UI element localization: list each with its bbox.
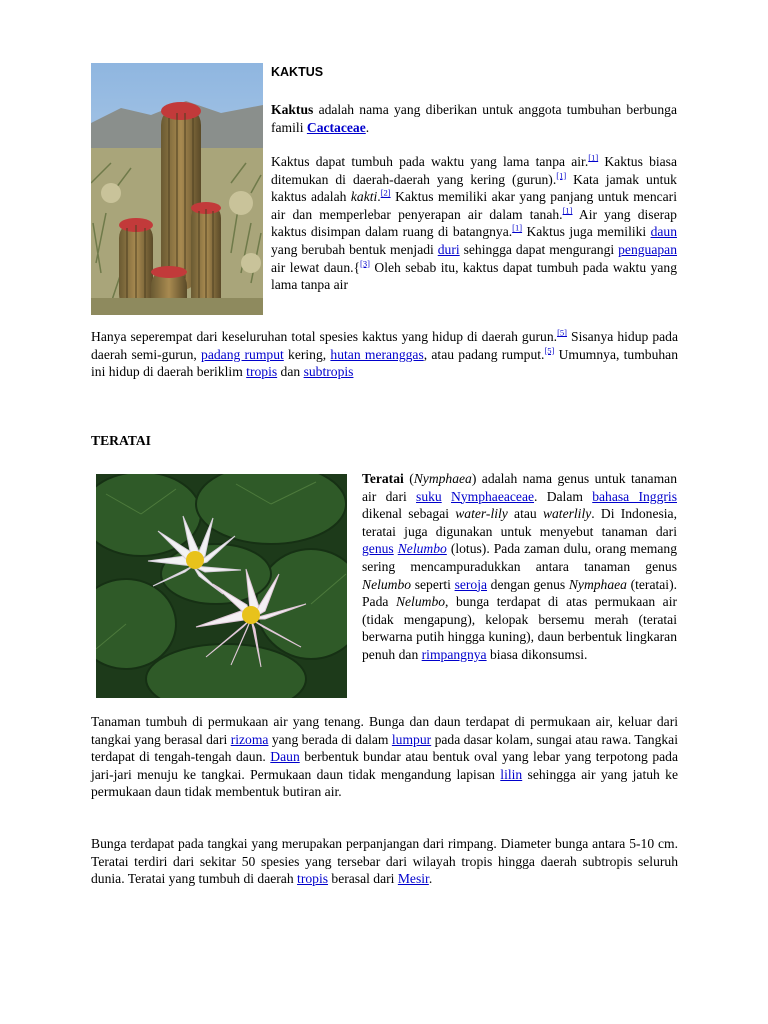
text: Kaktus dapat tumbuh pada waktu yang lama tanpa air.	[271, 154, 589, 169]
italic-text: waterlily	[542, 506, 592, 522]
ref-link[interactable]: [1]	[556, 170, 567, 181]
italic-text: Nymphaea	[413, 471, 472, 486]
text: sehingga air yang jatuh ke permukaan daun tidak membentuk butiran air.	[91, 766, 678, 800]
text: .	[428, 871, 433, 887]
link-cactaceae[interactable]: Cactaceae	[306, 119, 366, 135]
text: seperti	[411, 576, 455, 592]
link-subtropis[interactable]: subtropis	[303, 364, 354, 380]
link-rizoma[interactable]: rizoma	[230, 731, 269, 747]
text: . Dalam	[534, 488, 593, 504]
ref-link[interactable]: [5]	[544, 345, 555, 356]
link-mesir[interactable]: Mesir	[397, 871, 429, 887]
text: Umumnya, tumbuhan ini hidup di daerah beriklim	[91, 346, 678, 380]
text: (lotus). Pada zaman dulu, orang memang sering mencampuradukkan antara tanaman genus	[362, 541, 677, 574]
text: berasal dari	[328, 871, 398, 887]
text: Sisanya hidup pada daerah semi-gurun,	[91, 329, 679, 362]
text: Hanya seperempat dari keseluruhan total spesies kaktus yang hidup di daerah gurun.	[91, 329, 558, 344]
link-padang-rumput[interactable]: padang rumput	[201, 346, 284, 362]
link-seroja[interactable]: seroja	[454, 576, 488, 592]
text: (teratai). Pada	[362, 576, 678, 610]
text: Kata jamak untuk kaktus adalah	[271, 171, 677, 205]
text	[442, 489, 451, 504]
text: Oleh sebab itu, kaktus dapat tumbuh pada waktu yang lama tanpa air	[271, 259, 678, 293]
kaktus-paragraph-2	[271, 153, 677, 294]
italic-text: Nelumbo	[395, 594, 446, 610]
text: dikenal sebagai	[362, 506, 456, 522]
text: Kaktus juga memiliki	[522, 224, 651, 240]
text: Kaktus memiliki akar yang panjang untuk mencari air dan memperlebar penyerapan air dalam tanah.	[271, 189, 677, 222]
link-tropis[interactable]: tropis	[246, 364, 278, 380]
link-daun[interactable]: Daun	[270, 749, 300, 765]
cactus-image	[91, 63, 263, 315]
text: dengan genus	[487, 576, 569, 592]
ref-link[interactable]: [2]	[380, 187, 391, 198]
link-bahasa-inggris[interactable]: bahasa Inggris	[592, 488, 677, 504]
text: kering,	[283, 346, 331, 362]
teratai-bold-term: Teratai	[362, 471, 404, 486]
text: . Di Indonesia, teratai juga digunakan untuk menyebut tanaman dari	[362, 506, 677, 539]
cactus-photo-icon	[91, 63, 263, 315]
link-rimpangnya[interactable]: rimpangnya	[421, 646, 487, 662]
ref-link[interactable]: [1]	[512, 222, 523, 233]
italic-text: water-lily	[455, 506, 508, 522]
link-lumpur[interactable]: lumpur	[391, 731, 432, 747]
text: dan	[277, 364, 304, 380]
teratai-paragraph-2	[91, 713, 678, 801]
text: Bunga terdapat pada tangkai yang merupakan perpanjangan dari rimpang. Diameter bunga antara 5-10 cm. Teratai terdiri dari sekitar 50 spesies yang tersebar dari wilayah tropis hingga daerah subtropis seluruh dunia. Teratai yang tumbuh di daerah	[91, 836, 678, 887]
kaktus-paragraph-3	[91, 328, 678, 381]
link-tropis[interactable]: tropis	[297, 871, 329, 887]
text: sehingga dapat mengurangi	[459, 241, 619, 257]
link-daun[interactable]: daun	[650, 224, 677, 240]
text: berbentuk bundar atau bentuk oval yang lebar yang terpotong pada jari-jari menuju ke tangkai. Permukaan daun tidak mengandung lapisan	[91, 749, 678, 782]
teratai-paragraph-1	[362, 470, 677, 664]
text: atau	[507, 506, 543, 522]
italic-text: kakti	[350, 189, 378, 205]
kaktus-title: KAKTUS	[271, 65, 324, 79]
italic-text: Nelumbo	[362, 576, 412, 592]
link-nymphaeaceae[interactable]: Nymphaeaceae	[451, 488, 535, 504]
ref-link[interactable]: [1]	[562, 205, 573, 216]
text: .	[377, 189, 381, 205]
link-penguapan[interactable]: penguapan	[618, 241, 677, 257]
text: (	[403, 471, 414, 486]
text: Kaktus biasa ditemukan di daerah-daerah yang kering (gurun).	[271, 154, 677, 187]
teratai-paragraph-3	[91, 835, 678, 888]
link-hutan-meranggas[interactable]: hutan meranggas	[330, 346, 424, 362]
link-genus[interactable]: genus	[362, 541, 394, 557]
ref-link[interactable]: [3]	[360, 258, 370, 269]
text: ) adalah nama genus untuk tanaman air dari	[362, 471, 677, 504]
text: , bunga terdapat di atas permukaan air (tidak mengapung), kelopak bersemu merah (teratai berwarna putih hingga kuning), daun berbentuk lingkaran penuh dan	[362, 594, 678, 662]
link-duri[interactable]: duri	[437, 241, 460, 257]
text: adalah nama yang diberikan untuk anggota tumbuhan berbunga famili	[271, 102, 677, 135]
water-lily-image	[96, 474, 347, 698]
link-lilin[interactable]: lilin	[500, 766, 523, 782]
text: yang berubah bentuk menjadi	[271, 241, 438, 257]
italic-text: Nymphaea	[568, 576, 627, 592]
text: , atau padang rumput.	[423, 346, 545, 362]
text: yang berada di dalam	[268, 731, 392, 747]
link-nelumbo[interactable]: Nelumbo	[397, 541, 447, 557]
ref-link[interactable]: [1]	[588, 152, 599, 163]
water-lily-photo-icon	[96, 474, 347, 698]
ref-link[interactable]: [5]	[557, 327, 567, 338]
kaktus-bold-term: Kaktus	[271, 102, 314, 117]
teratai-title: TERATAI	[91, 433, 151, 448]
text: .	[365, 119, 370, 135]
text: pada dasar kolam, sungai atau rawa. Tangkai terdapat di tengah-tengah daun.	[91, 731, 678, 765]
text: biasa dikonsumsi.	[486, 646, 588, 662]
kaktus-paragraph-1	[271, 101, 677, 136]
link-suku[interactable]: suku	[416, 488, 442, 504]
text: Air yang diserap kaktus disimpan dalam ruang di batangnya.	[271, 206, 677, 240]
text: air lewat daun.{	[271, 259, 361, 275]
text: Tanaman tumbuh di permukaan air yang tenang. Bunga dan daun terdapat di permukaan air, keluar dari tangkai yang berasal dari	[91, 714, 678, 747]
